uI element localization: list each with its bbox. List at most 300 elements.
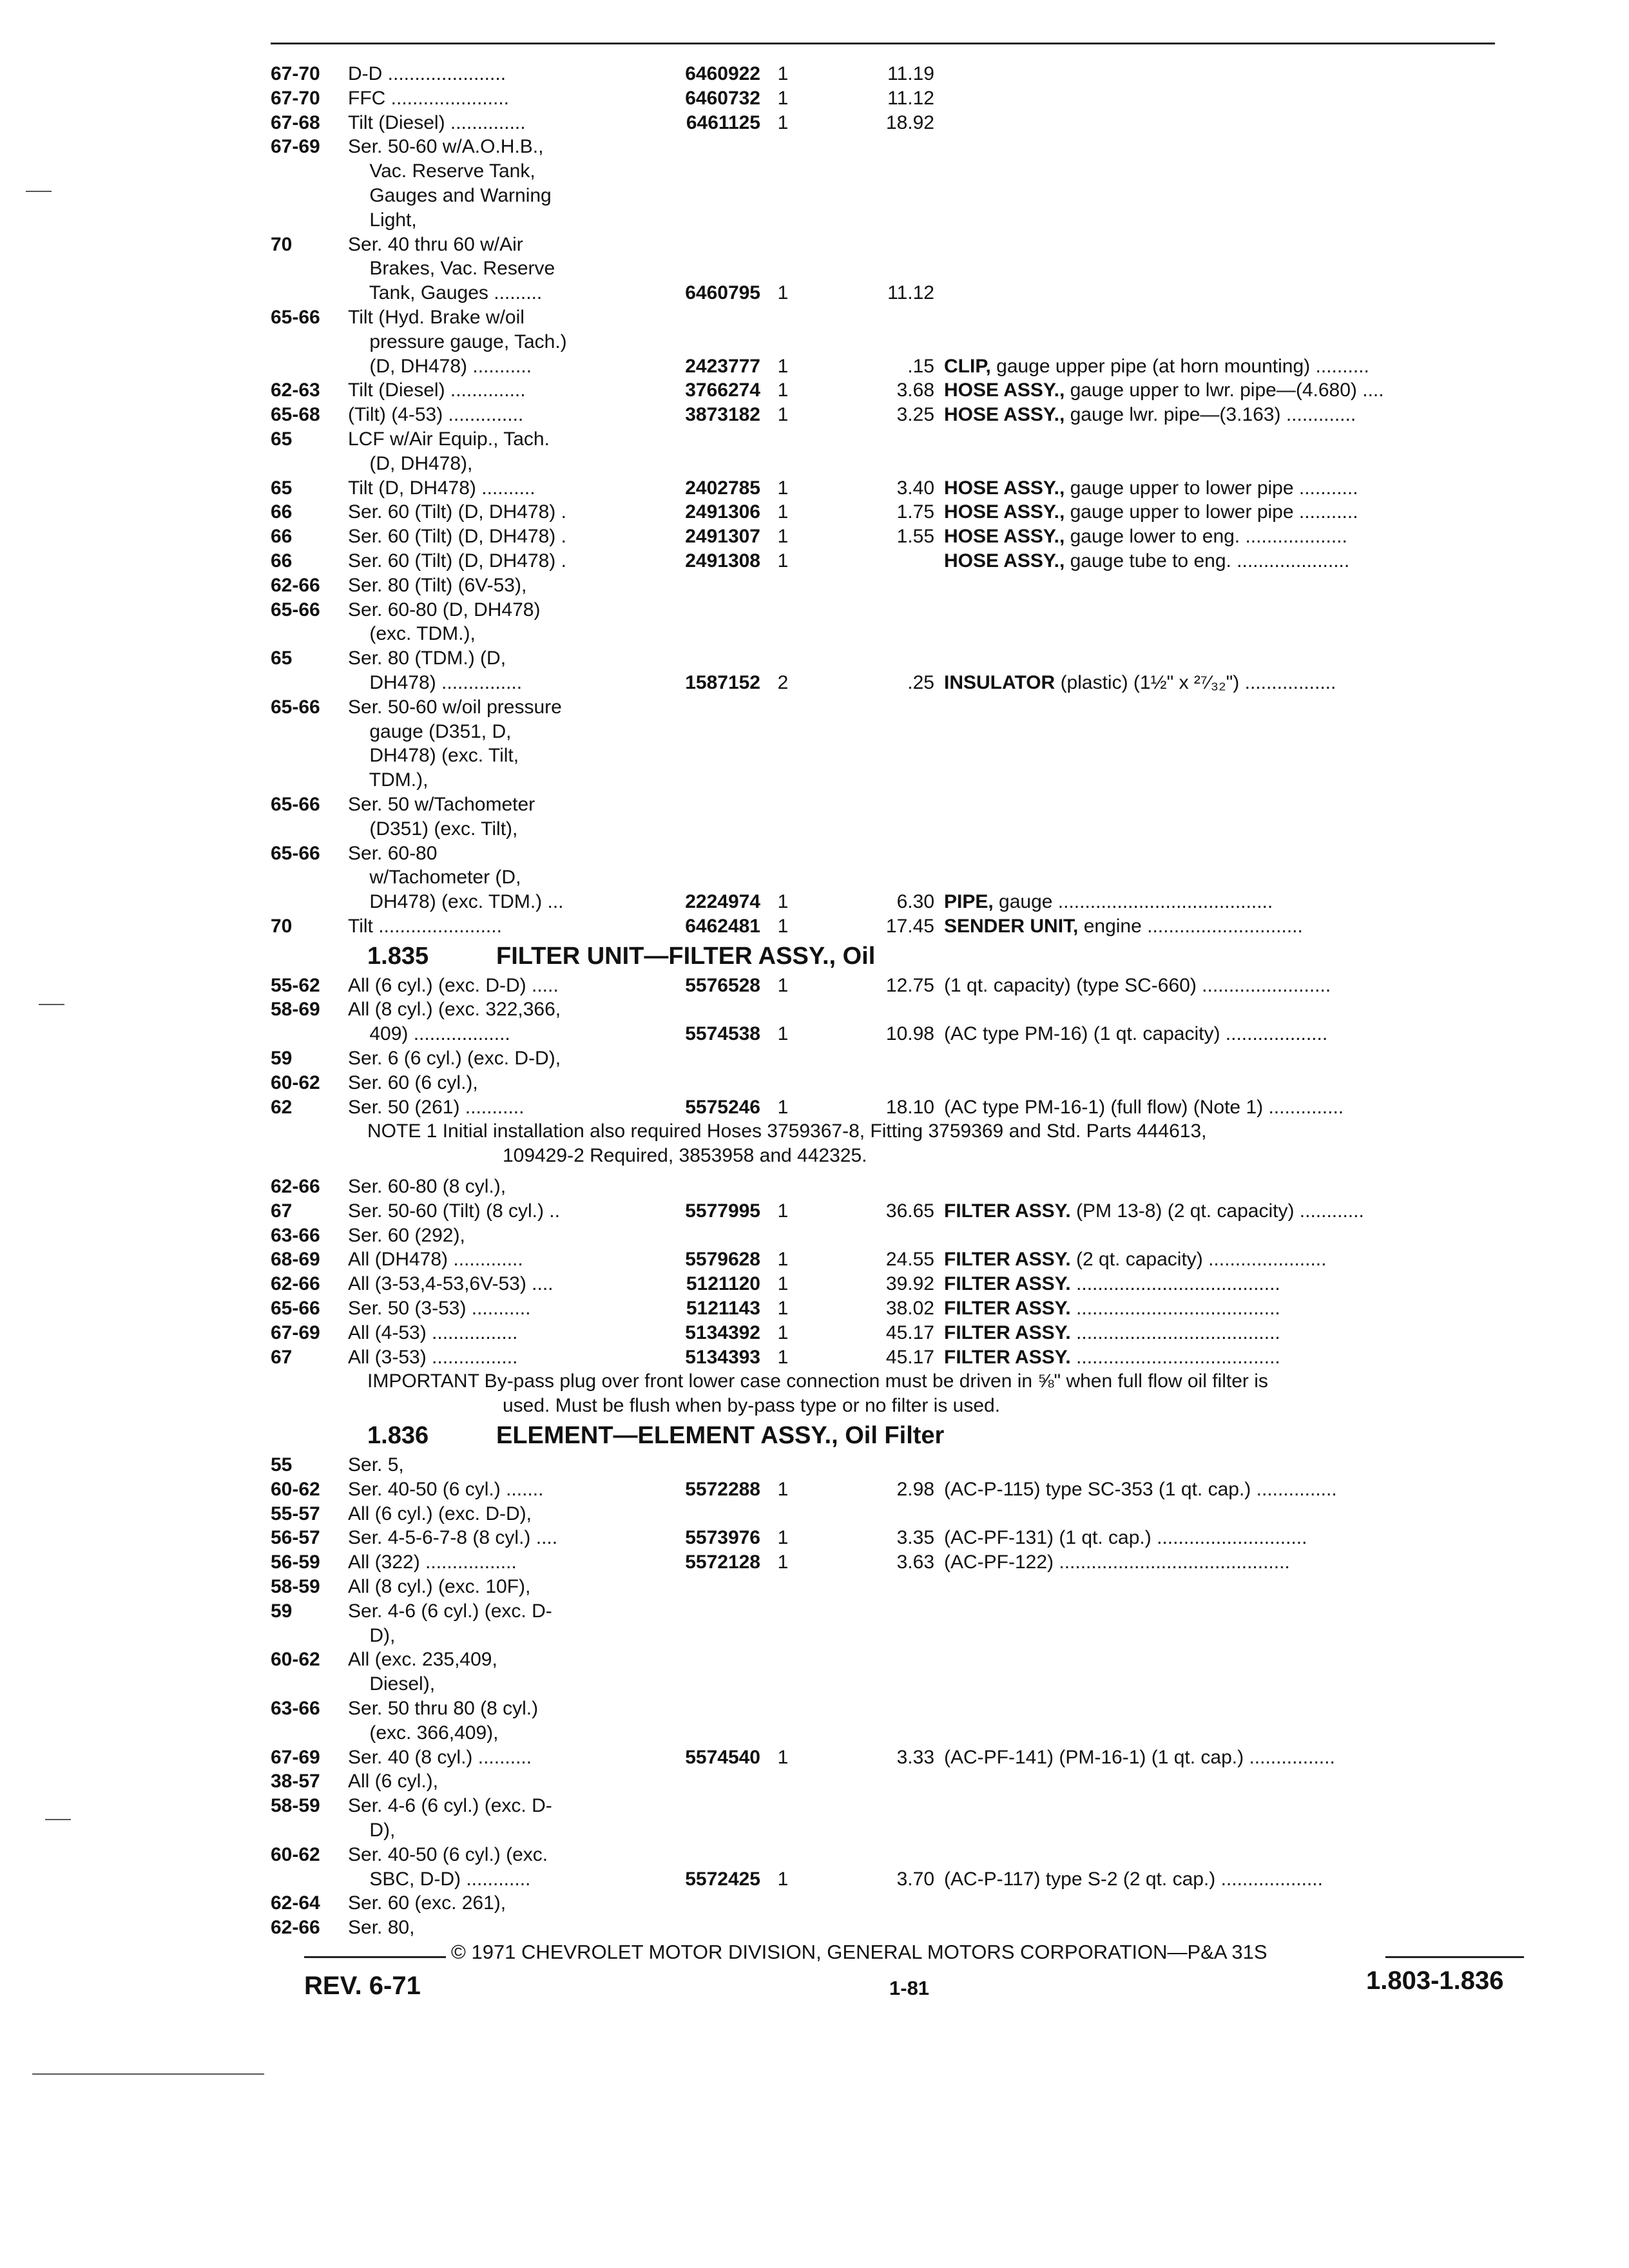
application: All (DH478) ............. — [348, 1249, 523, 1271]
table-row — [271, 1296, 1534, 1321]
price: 12.75 — [885, 974, 934, 996]
application: Ser. 50 (3-53) ........... — [348, 1298, 531, 1320]
application: Ser. 4-6 (6 cyl.) (exc. D- — [348, 1600, 552, 1622]
application: Ser. 40 thru 60 w/Air — [348, 233, 523, 255]
table-row — [271, 305, 1534, 330]
model-years: 62-66 — [271, 1917, 320, 1939]
application: w/Tachometer (D, — [348, 867, 521, 889]
part-number: 3766274 — [685, 380, 760, 401]
table-row — [271, 744, 1534, 768]
model-years: 62-63 — [271, 380, 320, 401]
model-years: 60-62 — [271, 1478, 320, 1500]
description-text: gauge upper to lower pipe ........... — [1065, 501, 1358, 523]
table-row — [271, 1071, 1534, 1095]
quantity: 1 — [777, 111, 789, 133]
quantity: 1 — [777, 1746, 789, 1768]
model-years: 67-70 — [271, 63, 320, 84]
footer-section-range: 1.803-1.836 — [1366, 1966, 1504, 1995]
margin-mark — [26, 191, 52, 192]
part-description — [944, 500, 1527, 524]
table-row — [271, 184, 1534, 208]
table-row — [271, 622, 1534, 646]
application: DH478) ............... — [348, 671, 523, 693]
application: All (8 cyl.) (exc. 322,366, — [348, 999, 561, 1021]
part-description — [944, 1867, 1527, 1892]
quantity: 1 — [777, 1273, 789, 1295]
table-row — [271, 1224, 1534, 1248]
table-row — [271, 1272, 1534, 1296]
part-description — [944, 1296, 1527, 1321]
application: FFC ...................... — [348, 87, 510, 109]
application: DH478) (exc. TDM.) ... — [348, 891, 564, 913]
table-row — [271, 793, 1534, 817]
quantity: 1 — [777, 1096, 789, 1118]
quantity: 1 — [777, 1249, 789, 1271]
model-years: 62 — [271, 1096, 293, 1118]
table-row — [271, 452, 1534, 476]
application: Ser. 5, — [348, 1454, 404, 1476]
part-name: HOSE ASSY., — [944, 404, 1065, 426]
description-text: ...................................... — [1070, 1273, 1280, 1295]
part-number: 5573976 — [685, 1527, 760, 1549]
application: Ser. 40-50 (6 cyl.) ....... — [348, 1478, 544, 1500]
part-description — [944, 671, 1527, 695]
application: Ser. 50 w/Tachometer — [348, 793, 535, 815]
note-line: used. Must be flush when by-pass type or no filter is used. — [503, 1395, 1001, 1417]
application: Ser. 40-50 (6 cyl.) (exc. — [348, 1843, 548, 1865]
quantity: 1 — [777, 501, 789, 523]
application: All (3-53) ................ — [348, 1346, 518, 1368]
model-years: 65-68 — [271, 404, 320, 426]
model-years: 60-62 — [271, 1649, 320, 1671]
model-years: 58-59 — [271, 1576, 320, 1598]
price: 24.55 — [885, 1249, 934, 1271]
description-text: gauge upper to lwr. pipe—(4.680) .... — [1065, 380, 1384, 401]
part-description — [944, 403, 1527, 427]
part-name: HOSE ASSY., — [944, 526, 1065, 548]
table-row — [271, 768, 1534, 793]
model-years: 62-64 — [271, 1892, 320, 1914]
table-row — [271, 1526, 1534, 1550]
part-description — [944, 1477, 1527, 1502]
price: 1.75 — [896, 501, 934, 523]
table-row — [271, 1046, 1534, 1071]
application: Tilt ....................... — [348, 915, 502, 937]
model-years: 60-62 — [271, 1072, 320, 1093]
quantity: 1 — [777, 87, 789, 109]
description-text: gauge upper to lower pipe ........... — [1065, 477, 1358, 499]
application: Ser. 80, — [348, 1917, 415, 1939]
description-text: gauge lower to eng. ................... — [1065, 526, 1347, 548]
part-number: 5134392 — [685, 1321, 760, 1343]
table-row — [271, 598, 1534, 622]
quantity: 1 — [777, 1023, 789, 1045]
table-row — [271, 1022, 1534, 1046]
price: 1.55 — [896, 526, 934, 548]
table-row — [271, 865, 1534, 890]
table-row — [271, 1769, 1534, 1794]
application: Light, — [348, 209, 417, 231]
application: (exc. TDM.), — [348, 623, 476, 645]
application: All (exc. 235,409, — [348, 1649, 497, 1671]
model-years: 67-68 — [271, 111, 320, 133]
table-row — [271, 403, 1534, 427]
part-description — [944, 1022, 1527, 1046]
part-number: 2402785 — [685, 477, 760, 499]
description-text: (AC type PM-16) (1 qt. capacity) ................... — [944, 1023, 1328, 1045]
model-years: 70 — [271, 915, 293, 937]
quantity: 1 — [777, 1478, 789, 1500]
application: D), — [348, 1624, 396, 1646]
quantity: 1 — [777, 974, 789, 996]
part-name: FILTER ASSY. — [944, 1273, 1071, 1295]
price: 3.40 — [896, 477, 934, 499]
table-row — [271, 841, 1534, 866]
table-row — [271, 997, 1534, 1022]
important-note — [271, 1369, 1534, 1418]
table-row — [271, 1502, 1534, 1526]
quantity: 1 — [777, 1200, 789, 1222]
part-number: 2224974 — [685, 891, 760, 913]
model-years: 65 — [271, 648, 293, 669]
description-text: (AC type PM-16-1) (full flow) (Note 1) .............. — [944, 1096, 1344, 1118]
application: All (322) ................. — [348, 1552, 517, 1573]
table-row — [271, 1453, 1534, 1477]
description-text: (plastic) (1½" x ²⁷⁄₃₂") ................. — [1055, 671, 1336, 693]
table-row — [271, 1247, 1534, 1272]
application: Ser. 60 (exc. 261), — [348, 1892, 506, 1914]
part-description — [944, 1272, 1527, 1296]
model-years: 68-69 — [271, 1249, 320, 1271]
application: Brakes, Vac. Reserve — [348, 258, 555, 280]
table-row — [271, 1745, 1534, 1770]
quantity: 1 — [777, 1346, 789, 1368]
part-name: HOSE ASSY., — [944, 477, 1065, 499]
application: Diesel), — [348, 1673, 436, 1695]
price: 18.92 — [885, 111, 934, 133]
part-number: 6462481 — [685, 915, 760, 937]
model-years: 60-62 — [271, 1843, 320, 1865]
model-years: 62-66 — [271, 1273, 320, 1295]
part-number: 5121143 — [686, 1298, 760, 1320]
part-number: 2491307 — [685, 526, 760, 548]
footer-rule-right — [1385, 1956, 1524, 1958]
note-1 — [271, 1119, 1534, 1168]
part-number: 5121120 — [686, 1273, 760, 1295]
table-row — [271, 1575, 1534, 1599]
application: Ser. 60 (6 cyl.), — [348, 1072, 478, 1093]
quantity: 2 — [777, 671, 789, 693]
table-row — [271, 281, 1534, 305]
table-row — [271, 1818, 1534, 1843]
part-name: FILTER ASSY. — [944, 1249, 1071, 1271]
quantity: 1 — [777, 1298, 789, 1320]
model-years: 67-70 — [271, 87, 320, 109]
part-number: 2491306 — [685, 501, 760, 523]
price: 38.02 — [885, 1298, 934, 1320]
application: Ser. 60 (Tilt) (D, DH478) . — [348, 501, 566, 523]
quantity: 1 — [777, 1868, 789, 1890]
price: 17.45 — [885, 915, 934, 937]
part-number: 5575246 — [685, 1096, 760, 1118]
model-years: 65-66 — [271, 793, 320, 815]
application: Vac. Reserve Tank, — [348, 160, 535, 182]
part-description — [944, 1199, 1527, 1224]
application: All (4-53) ................ — [348, 1321, 518, 1343]
application: Ser. 4-6 (6 cyl.) (exc. D- — [348, 1795, 552, 1817]
table-row — [271, 1916, 1534, 1940]
part-number: 6460795 — [685, 282, 760, 304]
table-row — [271, 890, 1534, 914]
section-heading-1835 — [271, 939, 1534, 974]
table-row — [271, 135, 1534, 159]
part-number: 1587152 — [685, 671, 760, 693]
table-row — [271, 817, 1534, 841]
table-row — [271, 1321, 1534, 1345]
table-row — [271, 1175, 1534, 1199]
part-number: 5572288 — [685, 1478, 760, 1500]
description-text: (AC-P-117) type S-2 (2 qt. cap.) ................... — [944, 1868, 1323, 1890]
quantity: 1 — [777, 404, 789, 426]
application: Ser. 60-80 (8 cyl.), — [348, 1176, 506, 1198]
price: 11.12 — [887, 282, 934, 304]
application: SBC, D-D) ............ — [348, 1868, 531, 1890]
table-row — [271, 1696, 1534, 1721]
model-years: 67 — [271, 1346, 293, 1368]
model-years: 67-69 — [271, 1746, 320, 1768]
description-text: ...................................... — [1070, 1321, 1280, 1343]
part-description — [944, 1321, 1527, 1345]
part-number: 5574538 — [685, 1023, 760, 1045]
application: (D351) (exc. Tilt), — [348, 818, 518, 840]
price: 3.35 — [896, 1527, 934, 1549]
gauge-parts-rows — [271, 62, 1534, 939]
section-title: ELEMENT—ELEMENT ASSY., Oil Filter — [496, 1422, 945, 1450]
part-description — [944, 914, 1527, 939]
description-text: (AC-PF-131) (1 qt. cap.) ............................ — [944, 1527, 1307, 1549]
quantity: 1 — [777, 1527, 789, 1549]
application: Tilt (Diesel) .............. — [348, 380, 526, 401]
price: .15 — [907, 355, 934, 377]
model-years: 67 — [271, 1200, 293, 1222]
application: Ser. 50-60 (Tilt) (8 cyl.) .. — [348, 1200, 560, 1222]
part-name: SENDER UNIT, — [944, 915, 1079, 937]
model-years: 65 — [271, 477, 293, 499]
price: 39.92 — [885, 1273, 934, 1295]
application: Ser. 50 (261) ........... — [348, 1096, 525, 1118]
part-description — [944, 1550, 1527, 1575]
application: Ser. 4-5-6-7-8 (8 cyl.) .... — [348, 1527, 558, 1549]
part-number: 6460732 — [685, 87, 760, 109]
application: LCF w/Air Equip., Tach. — [348, 428, 550, 450]
application: Ser. 50 thru 80 (8 cyl.) — [348, 1698, 539, 1719]
quantity: 1 — [777, 550, 789, 572]
price: 36.65 — [885, 1200, 934, 1222]
table-row — [271, 233, 1534, 257]
application: Tilt (Diesel) .............. — [348, 111, 526, 133]
note-line: 109429-2 Required, 3853958 and 442325. — [503, 1145, 867, 1167]
application: Ser. 60 (Tilt) (D, DH478) . — [348, 550, 566, 572]
footer-copyright: © 1971 CHEVROLET MOTOR DIVISION, GENERAL MOTORS CORPORATION—P&A 31S — [451, 1941, 1268, 1963]
part-description — [944, 1095, 1527, 1120]
price: 3.68 — [896, 380, 934, 401]
table-row — [271, 1843, 1534, 1867]
part-description — [944, 1247, 1527, 1272]
model-years: 70 — [271, 233, 293, 255]
application: All (6 cyl.), — [348, 1771, 439, 1792]
quantity: 1 — [777, 282, 789, 304]
part-name: FILTER ASSY. — [944, 1321, 1071, 1343]
description-text: (AC-P-115) type SC-353 (1 qt. cap.) ............... — [944, 1478, 1337, 1500]
price: 3.25 — [896, 404, 934, 426]
quantity: 1 — [777, 63, 789, 84]
price: 11.12 — [887, 87, 934, 109]
section-heading-1836 — [271, 1418, 1534, 1453]
price: 3.70 — [896, 1868, 934, 1890]
description-text: (1 qt. capacity) (type SC-660) ........................ — [944, 974, 1331, 996]
model-years: 58-59 — [271, 1795, 320, 1817]
description-text: (AC-PF-141) (PM-16-1) (1 qt. cap.) ................ — [944, 1746, 1335, 1768]
description-text: ...................................... — [1070, 1298, 1280, 1320]
application: All (3-53,4-53,6V-53) .... — [348, 1273, 554, 1295]
table-row — [271, 1794, 1534, 1818]
quantity: 1 — [777, 477, 789, 499]
part-number: 5572128 — [685, 1552, 760, 1573]
part-name: HOSE ASSY., — [944, 380, 1065, 401]
application: Ser. 40 (8 cyl.) .......... — [348, 1746, 532, 1768]
price: 3.33 — [896, 1746, 934, 1768]
price: .25 — [907, 671, 934, 693]
model-years: 65-66 — [271, 306, 320, 328]
part-description — [944, 378, 1527, 403]
part-description — [944, 524, 1527, 549]
application: 409) .................. — [348, 1023, 510, 1045]
table-row — [271, 1199, 1534, 1224]
table-row — [271, 427, 1534, 452]
table-row — [271, 646, 1534, 671]
application: Tilt (Hyd. Brake w/oil — [348, 306, 525, 328]
table-row — [271, 208, 1534, 233]
price: 3.63 — [896, 1552, 934, 1573]
description-text: engine ............................. — [1078, 915, 1303, 937]
price: 45.17 — [885, 1346, 934, 1368]
model-years: 62-66 — [271, 1176, 320, 1198]
model-years: 55 — [271, 1454, 293, 1476]
application: Ser. 60-80 (D, DH478) — [348, 599, 541, 620]
table-row — [271, 1345, 1534, 1370]
table-row — [271, 1891, 1534, 1916]
section-number: 1.836 — [367, 1422, 429, 1450]
price: 45.17 — [885, 1321, 934, 1343]
model-years: 59 — [271, 1600, 293, 1622]
table-row — [271, 111, 1534, 135]
model-years: 62-66 — [271, 574, 320, 596]
application: Ser. 60 (Tilt) (D, DH478) . — [348, 526, 566, 548]
quantity: 1 — [777, 1552, 789, 1573]
table-row — [271, 1095, 1534, 1120]
part-number: 6461125 — [686, 111, 760, 133]
table-row — [271, 159, 1534, 184]
part-name: CLIP, — [944, 355, 991, 377]
application: All (6 cyl.) (exc. D-D), — [348, 1503, 532, 1524]
application: Ser. 60-80 — [348, 842, 438, 864]
quantity: 1 — [777, 355, 789, 377]
model-years: 38-57 — [271, 1771, 320, 1792]
model-years: 63-66 — [271, 1224, 320, 1246]
table-row — [271, 1648, 1534, 1672]
model-years: 66 — [271, 550, 293, 572]
model-years: 55-57 — [271, 1503, 320, 1524]
quantity: 1 — [777, 915, 789, 937]
model-years: 67-69 — [271, 136, 320, 158]
description-text: gauge upper pipe (at horn mounting) .......... — [990, 355, 1369, 377]
application: Ser. 80 (Tilt) (6V-53), — [348, 574, 527, 596]
note-line: IMPORTANT By-pass plug over front lower case connection must be driven in ⅝" when full flow oil filter is — [367, 1370, 1268, 1392]
application: Ser. 80 (TDM.) (D, — [348, 648, 506, 669]
application: Tilt (D, DH478) .......... — [348, 477, 535, 499]
part-description — [944, 974, 1527, 998]
application: Ser. 6 (6 cyl.) (exc. D-D), — [348, 1048, 561, 1070]
part-number: 3873182 — [685, 404, 760, 426]
part-number: 5134393 — [685, 1346, 760, 1368]
part-name: FILTER ASSY. — [944, 1200, 1071, 1222]
price: 2.98 — [896, 1478, 934, 1500]
application: Tank, Gauges ......... — [348, 282, 543, 304]
part-name: INSULATOR — [944, 671, 1055, 693]
section-number: 1.835 — [367, 942, 429, 970]
quantity: 1 — [777, 891, 789, 913]
part-number: 5572425 — [685, 1868, 760, 1890]
model-years: 65-66 — [271, 1298, 320, 1320]
description-text: (2 qt. capacity) ...................... — [1070, 1249, 1327, 1271]
table-row — [271, 476, 1534, 501]
table-row — [271, 1721, 1534, 1745]
top-rule — [271, 43, 1495, 44]
parts-listing — [271, 62, 1534, 1940]
table-row — [271, 1867, 1534, 1892]
table-row — [271, 695, 1534, 720]
price: 18.10 — [885, 1096, 934, 1118]
description-text: (AC-PF-122) ........................................... — [944, 1552, 1290, 1573]
model-years: 65-66 — [271, 696, 320, 718]
table-row — [271, 524, 1534, 549]
application: D), — [348, 1819, 396, 1841]
application: (D, DH478), — [348, 452, 473, 474]
application: DH478) (exc. Tilt, — [348, 745, 519, 767]
quantity: 1 — [777, 1321, 789, 1343]
footer-revision: REV. 6-71 — [304, 1972, 421, 2000]
model-years: 67-69 — [271, 1321, 320, 1343]
description-text: gauge lwr. pipe—(3.163) ............. — [1065, 404, 1356, 426]
application: gauge (D351, D, — [348, 720, 512, 742]
part-description — [944, 549, 1527, 573]
application: All (8 cyl.) (exc. 10F), — [348, 1576, 531, 1598]
note-line: NOTE 1 Initial installation also required Hoses 3759367-8, Fitting 3759369 and Std. Parts 444613, — [367, 1120, 1207, 1142]
model-years: 65 — [271, 428, 293, 450]
model-years: 59 — [271, 1048, 293, 1070]
table-row — [271, 1599, 1534, 1624]
part-description — [944, 1745, 1527, 1770]
table-row — [271, 573, 1534, 598]
part-number: 5577995 — [685, 1200, 760, 1222]
quantity: 1 — [777, 380, 789, 401]
table-row — [271, 62, 1534, 86]
filter-unit-rows — [271, 974, 1534, 1120]
margin-mark — [39, 1004, 64, 1005]
price: 6.30 — [896, 891, 934, 913]
model-years: 55-62 — [271, 974, 320, 996]
footer-page-number: 1-81 — [889, 1977, 930, 1999]
